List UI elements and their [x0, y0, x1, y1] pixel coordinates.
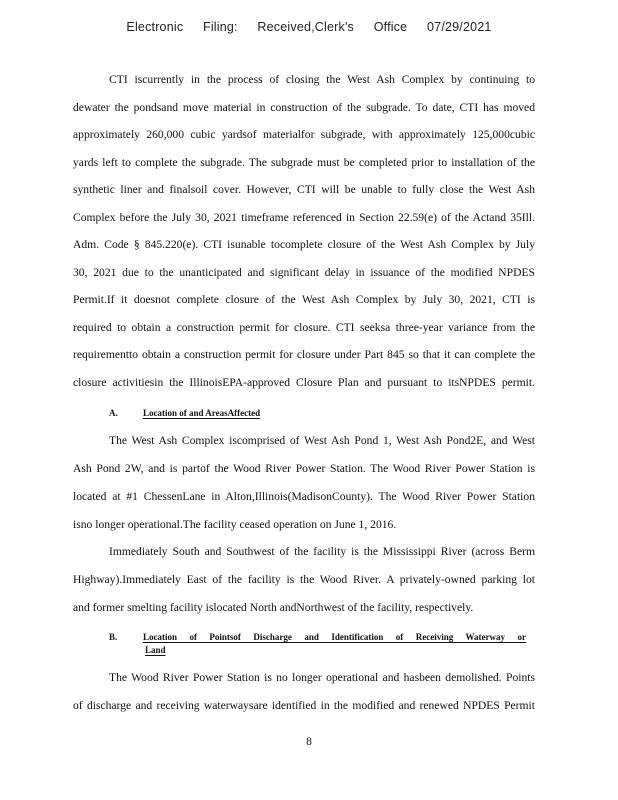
text-line: The Wood River Power Station is no longer operational and hasbeen demolished. Points	[109, 671, 535, 684]
text-line: dewater the pondsand move material in construction of the subgrade. To date, CTI has moved	[73, 100, 535, 114]
header-received-clerks: Received,Clerk's	[257, 20, 355, 34]
text-line: of discharge and receiving waterwaysare identified in the modified and renewed NPDES Permit	[73, 699, 535, 712]
text-line: closure activitiesin the IllinoisEPA-approved Closure Plan and pursuant to itsNPDES permit.	[73, 375, 535, 389]
text-line: 30, 2021 due to the unanticipated and significant delay in issuance of the modified NPDES	[73, 265, 535, 279]
section-title: Land	[145, 645, 166, 655]
section-title: Location of and AreasAffected	[143, 408, 261, 418]
text-line: requirementto obtain a construction permit for closure under Part 845 so that it can complete the	[73, 348, 535, 361]
section-heading-b	[109, 632, 526, 643]
text-line: Immediately South and Southwest of the facility is the Mississippi River (across Berm	[109, 545, 535, 558]
text-line: The West Ash Complex iscomprised of West Ash Pond 1, West Ash Pond2E, and West	[109, 434, 535, 447]
text-line: isno longer operational.The facility ceased operation on June 1, 2016.	[73, 518, 397, 531]
header-electronic: Electronic	[126, 20, 184, 34]
electronic-filing-header	[0, 20, 618, 34]
text-line: synthetic liner and finalsoil cover. However, CTI will be unable to fully close the West Ash	[73, 183, 535, 196]
text-line: approximately 260,000 cubic yardsof materialfor subgrade, with approximately 125,000cubic	[73, 128, 535, 141]
text-line: located at #1 ChessenLane in Alton,Illinois(MadisonCounty). The Wood River Power Station	[73, 490, 535, 503]
text-line: Adm. Code § 845.220(e). CTI isunable tocomplete closure of the West Ash Complex by July	[73, 238, 535, 251]
text-line: and former smelting facility islocated North andNorthwest of the facility, respectively.	[73, 601, 474, 614]
text-line: Highway).Immediately East of the facility is the Wood River. A privately-owned parking lot	[73, 573, 535, 586]
page-number: 8	[306, 735, 312, 748]
text-line: CTI iscurrently in the process of closing the West Ash Complex by continuing to	[109, 73, 535, 86]
section-letter: B.	[109, 632, 118, 642]
header-office: Office	[373, 20, 408, 34]
text-line: yards left to complete the subgrade. The subgrade must be completed prior to installation of the	[73, 155, 535, 169]
text-line: required to obtain a construction permit for closure. CTI seeksa three-year variance from the	[73, 320, 535, 334]
text-line: Permit.If it doesnot complete closure of the West Ash Complex by July 30, 2021, CTI is	[73, 293, 535, 306]
text-line: Complex before the July 30, 2021 timeframe referenced in Section 22.59(e) of the Actand 35Ill.	[73, 210, 535, 224]
section-letter: A.	[109, 408, 118, 418]
section-heading-b-continued	[145, 645, 166, 656]
section-title: Location of Pointsof Discharge and Identification of Receiving Waterway or	[143, 632, 526, 642]
header-date: 07/29/2021	[427, 20, 492, 34]
header-filing: Filing:	[202, 20, 238, 34]
section-heading-a	[109, 408, 305, 419]
text-line: Ash Pond 2W, and is partof the Wood River Power Station. The Wood River Power Station is	[73, 462, 535, 475]
